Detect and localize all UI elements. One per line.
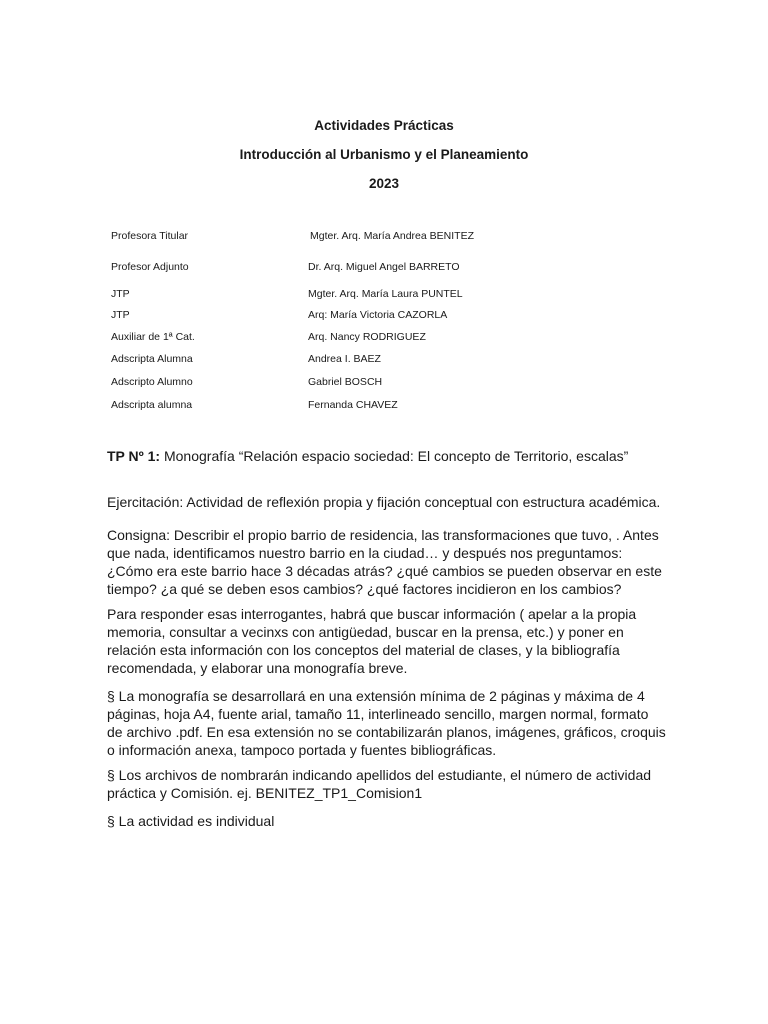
paragraph-line: memoria, consultar a vecinxs con antigüedad, buscar en la prensa, etc.) y poner en	[107, 624, 624, 640]
tp-title: Monografía “Relación espacio sociedad: El concepto de Territorio, escalas”	[160, 448, 629, 464]
bullet-item	[107, 812, 667, 830]
staff-name: Fernanda CHAVEZ	[308, 399, 398, 411]
staff-name: Gabriel BOSCH	[308, 376, 383, 388]
paragraph-line: § Los archivos de nombrarán indicando apellidos del estudiante, el número de actividad	[107, 767, 652, 783]
paragraph-line: § La actividad es individual	[107, 813, 275, 829]
page-subtitle: Introducción al Urbanismo y el Planeamiento	[239, 147, 529, 162]
staff-name: Arq. Nancy RODRIGUEZ	[308, 331, 426, 343]
paragraph-line: Para responder esas interrogantes, habrá que buscar información ( apelar a la propia	[107, 606, 637, 622]
consigna-paragraph	[107, 526, 667, 598]
staff-role: JTP	[111, 309, 130, 321]
page-year: 2023	[368, 176, 400, 191]
paragraph-line: práctica y Comisión. ej. BENITEZ_TP1_Comision1	[107, 785, 423, 801]
staff-name: Dr. Arq. Miguel Angel BARRETO	[308, 261, 460, 273]
paragraph-line: de archivo .pdf. En esa extensión no se contabilizarán planos, imágenes, gráficos, croquis	[107, 724, 666, 740]
staff-name: Andrea I. BAEZ	[308, 353, 381, 365]
paragraph-line: que nada, identificamos nuestro barrio en la ciudad… y después nos preguntamos:	[107, 545, 623, 561]
bullet-item	[107, 687, 667, 759]
staff-role: Profesora Titular	[111, 230, 189, 242]
page-title: Actividades Prácticas	[314, 118, 454, 133]
paragraph-line: relación esta información con los conceptos del material de clases, y la bibliografía	[107, 642, 620, 658]
paragraph-line: ¿Cómo era este barrio hace 3 décadas atrás? ¿qué cambios se pueden observar en este	[107, 563, 662, 579]
tp-heading	[107, 447, 667, 465]
paragraph-line: páginas, hoja A4, fuente arial, tamaño 11, interlineado sencillo, margen normal, formato	[107, 706, 649, 722]
staff-role: Profesor Adjunto	[111, 261, 189, 273]
responder-paragraph	[107, 605, 667, 677]
tp-label: TP Nº 1:	[107, 448, 161, 464]
paragraph-line: § La monografía se desarrollará en una extensión mínima de 2 páginas y máxima de 4	[107, 688, 645, 704]
paragraph-line: o información anexa, tampoco portada y fuentes bibliográficas.	[107, 742, 497, 758]
staff-role: Auxiliar de 1ª Cat.	[111, 331, 195, 343]
ejercitacion-paragraph	[107, 493, 667, 511]
staff-name: Arq: María Victoria CAZORLA	[308, 309, 448, 321]
staff-role: JTP	[111, 288, 130, 300]
staff-name: Mgter. Arq. María Andrea BENITEZ	[310, 230, 474, 242]
paragraph-line: recomendada, y elaborar una monografía breve.	[107, 660, 408, 676]
staff-role: Adscripta Alumna	[111, 353, 193, 365]
staff-role: Adscripta alumna	[111, 399, 193, 411]
paragraph-line: Consigna: Describir el propio barrio de residencia, las transformaciones que tuvo, . Antes	[107, 527, 659, 543]
paragraph-line: Ejercitación: Actividad de reflexión propia y fijación conceptual con estructura académica.	[107, 494, 661, 510]
staff-role: Adscripto Alumno	[111, 376, 193, 388]
paragraph-line: tiempo? ¿a qué se deben esos cambios? ¿qué factores incidieron en los cambios?	[107, 581, 622, 597]
staff-name: Mgter. Arq. María Laura PUNTEL	[308, 288, 463, 300]
bullet-item	[107, 766, 667, 802]
